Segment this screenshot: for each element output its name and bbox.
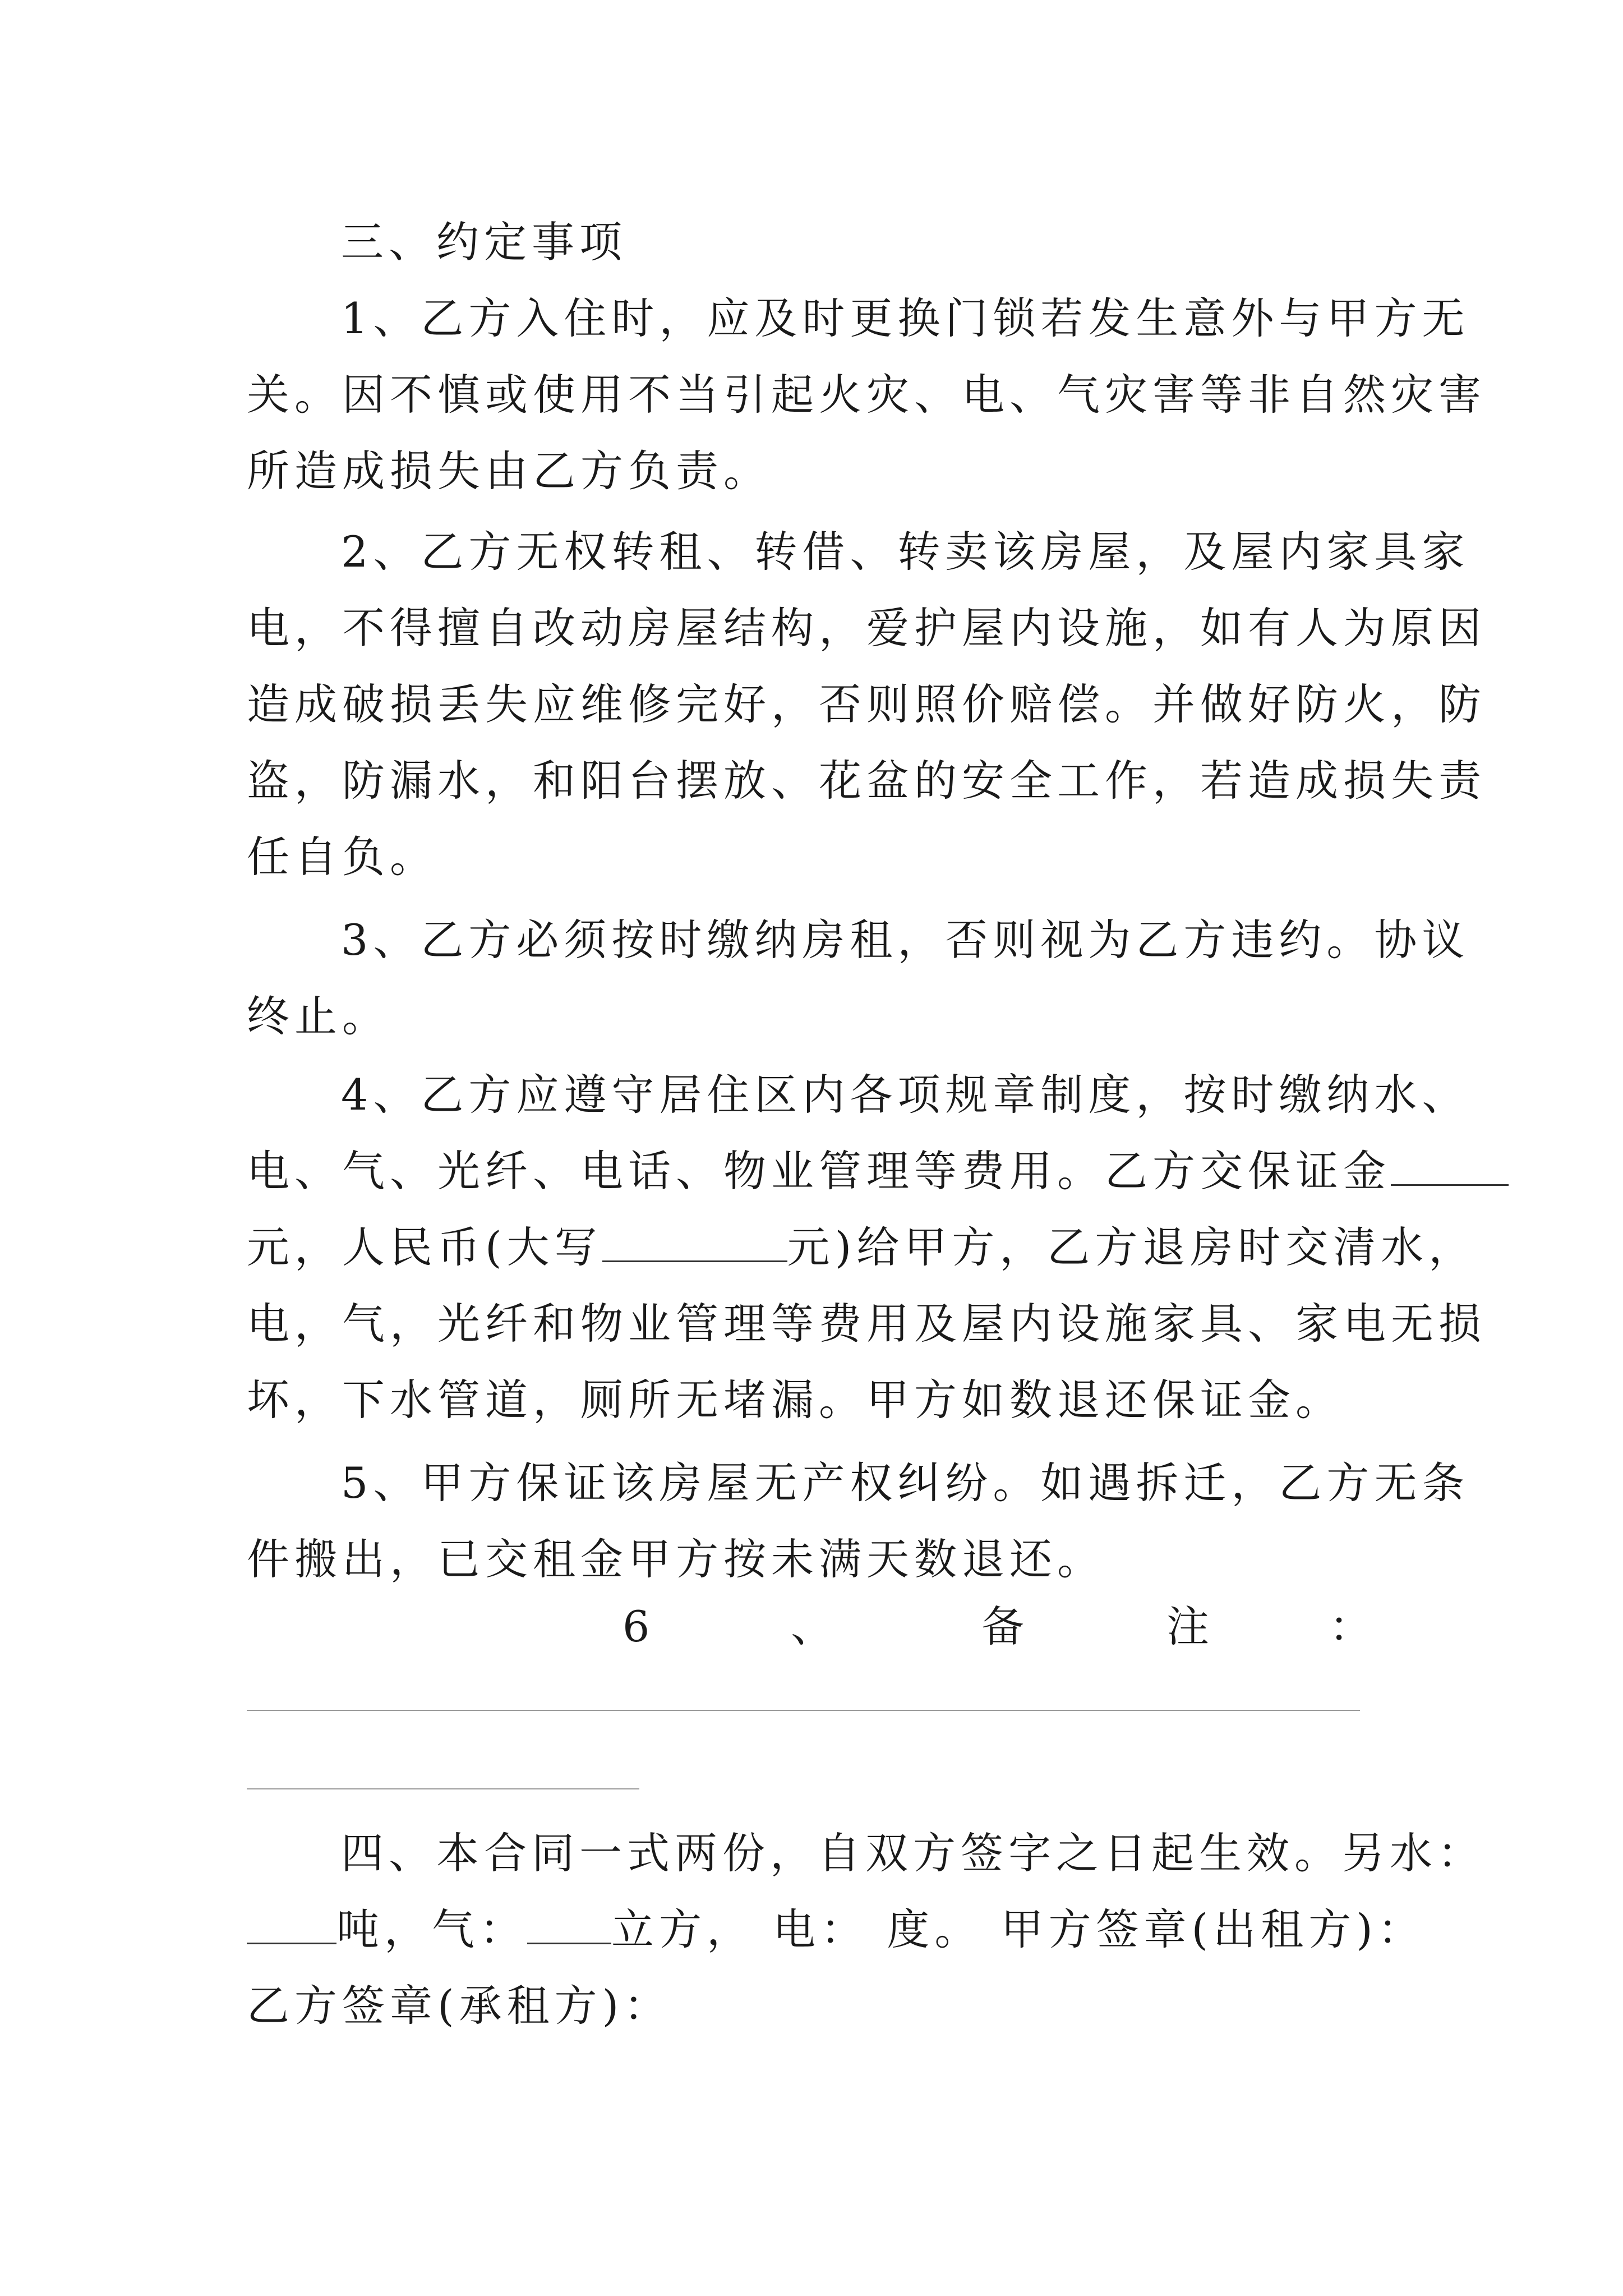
remarks-fill-line-1 xyxy=(247,1710,1360,1711)
clause-6-separator: 、 xyxy=(791,1602,833,1651)
remarks-fill-line-2 xyxy=(247,1788,639,1789)
water-amount-blank xyxy=(247,1909,336,1944)
clause-5-line-2: 件搬出，已交租金甲方按未满天数退还。 xyxy=(247,1534,1105,1584)
clause-3 xyxy=(247,902,1470,1055)
deposit-amount-blank xyxy=(1391,1151,1509,1186)
clause-5-line-1: 5、甲方保证该房屋无产权纠纷。如遇拆迁，乙方无条 xyxy=(341,1458,1470,1508)
clause-6-remarks xyxy=(247,1589,1413,1665)
clause-1-line-2: 关。因不慎或使用不当引起火灾、电、气灾害等非自然灾害 xyxy=(247,370,1486,420)
clause-4-line-1: 4、乙方应遵守居住区内各项规章制度，按时缴纳水、 xyxy=(341,1070,1470,1120)
clause-1-line-1: 1、乙方入住时，应及时更换门锁若发生意外与甲方无 xyxy=(341,293,1470,343)
clause-4-line-5: 坏，下水管道，厕所无堵漏。甲方如数退还保证金。 xyxy=(247,1375,1343,1425)
clause-4-line-3: 元，人民币(大写 元)给甲方，乙方退房时交清水， xyxy=(247,1222,1477,1272)
clause-1 xyxy=(247,280,1486,509)
section-4-line-3: 乙方签章(承租方)： xyxy=(247,1981,672,2031)
section-4-line-1: 四、本合同一式两份，自双方签字之日起生效。另水： xyxy=(341,1828,1485,1878)
clause-4 xyxy=(247,1057,1486,1438)
deposit-uppercase-blank xyxy=(602,1227,787,1262)
clause-6-number: 6 xyxy=(623,1602,650,1651)
gas-amount-blank xyxy=(527,1909,611,1944)
clause-2-line-3: 造成破损丢失应维修完好，否则照价赔偿。并做好防火，防 xyxy=(247,679,1486,729)
clause-5 xyxy=(247,1445,1470,1598)
clause-4-line-2: 电、气、光纤、电话、物业管理等费用。乙方交保证金 xyxy=(247,1133,1413,1209)
clause-6-char-2: 注 xyxy=(1166,1602,1209,1651)
clause-2-line-4: 盗，防漏水，和阳台摆放、花盆的安全工作，若造成损失责 xyxy=(247,756,1486,806)
clause-2-line-1: 2、乙方无权转租、转借、转卖该房屋，及屋内家具家 xyxy=(341,527,1470,577)
clause-6-colon: ： xyxy=(1329,1602,1372,1651)
clause-2 xyxy=(247,514,1486,895)
section-4 xyxy=(247,1815,1485,2044)
section-4-line-2: 吨，气： 立方， 电： 度。 甲方签章(出租方)： xyxy=(247,1892,1413,1968)
clause-2-line-5: 任自负。 xyxy=(247,832,437,882)
section-heading: 三、约定事项 xyxy=(341,217,627,267)
clause-6-char-1: 备 xyxy=(981,1602,1024,1651)
clause-2-line-2: 电，不得擅自改动房屋结构，爱护屋内设施，如有人为原因 xyxy=(247,603,1486,653)
clause-3-line-2: 终止。 xyxy=(247,991,390,1041)
clause-1-line-3: 所造成损失由乙方负责。 xyxy=(247,446,771,496)
clause-4-line-4: 电，气，光纤和物业管理等费用及屋内设施家具、家电无损 xyxy=(247,1299,1486,1349)
clause-3-line-1: 3、乙方必须按时缴纳房租，否则视为乙方违约。协议 xyxy=(341,915,1470,965)
